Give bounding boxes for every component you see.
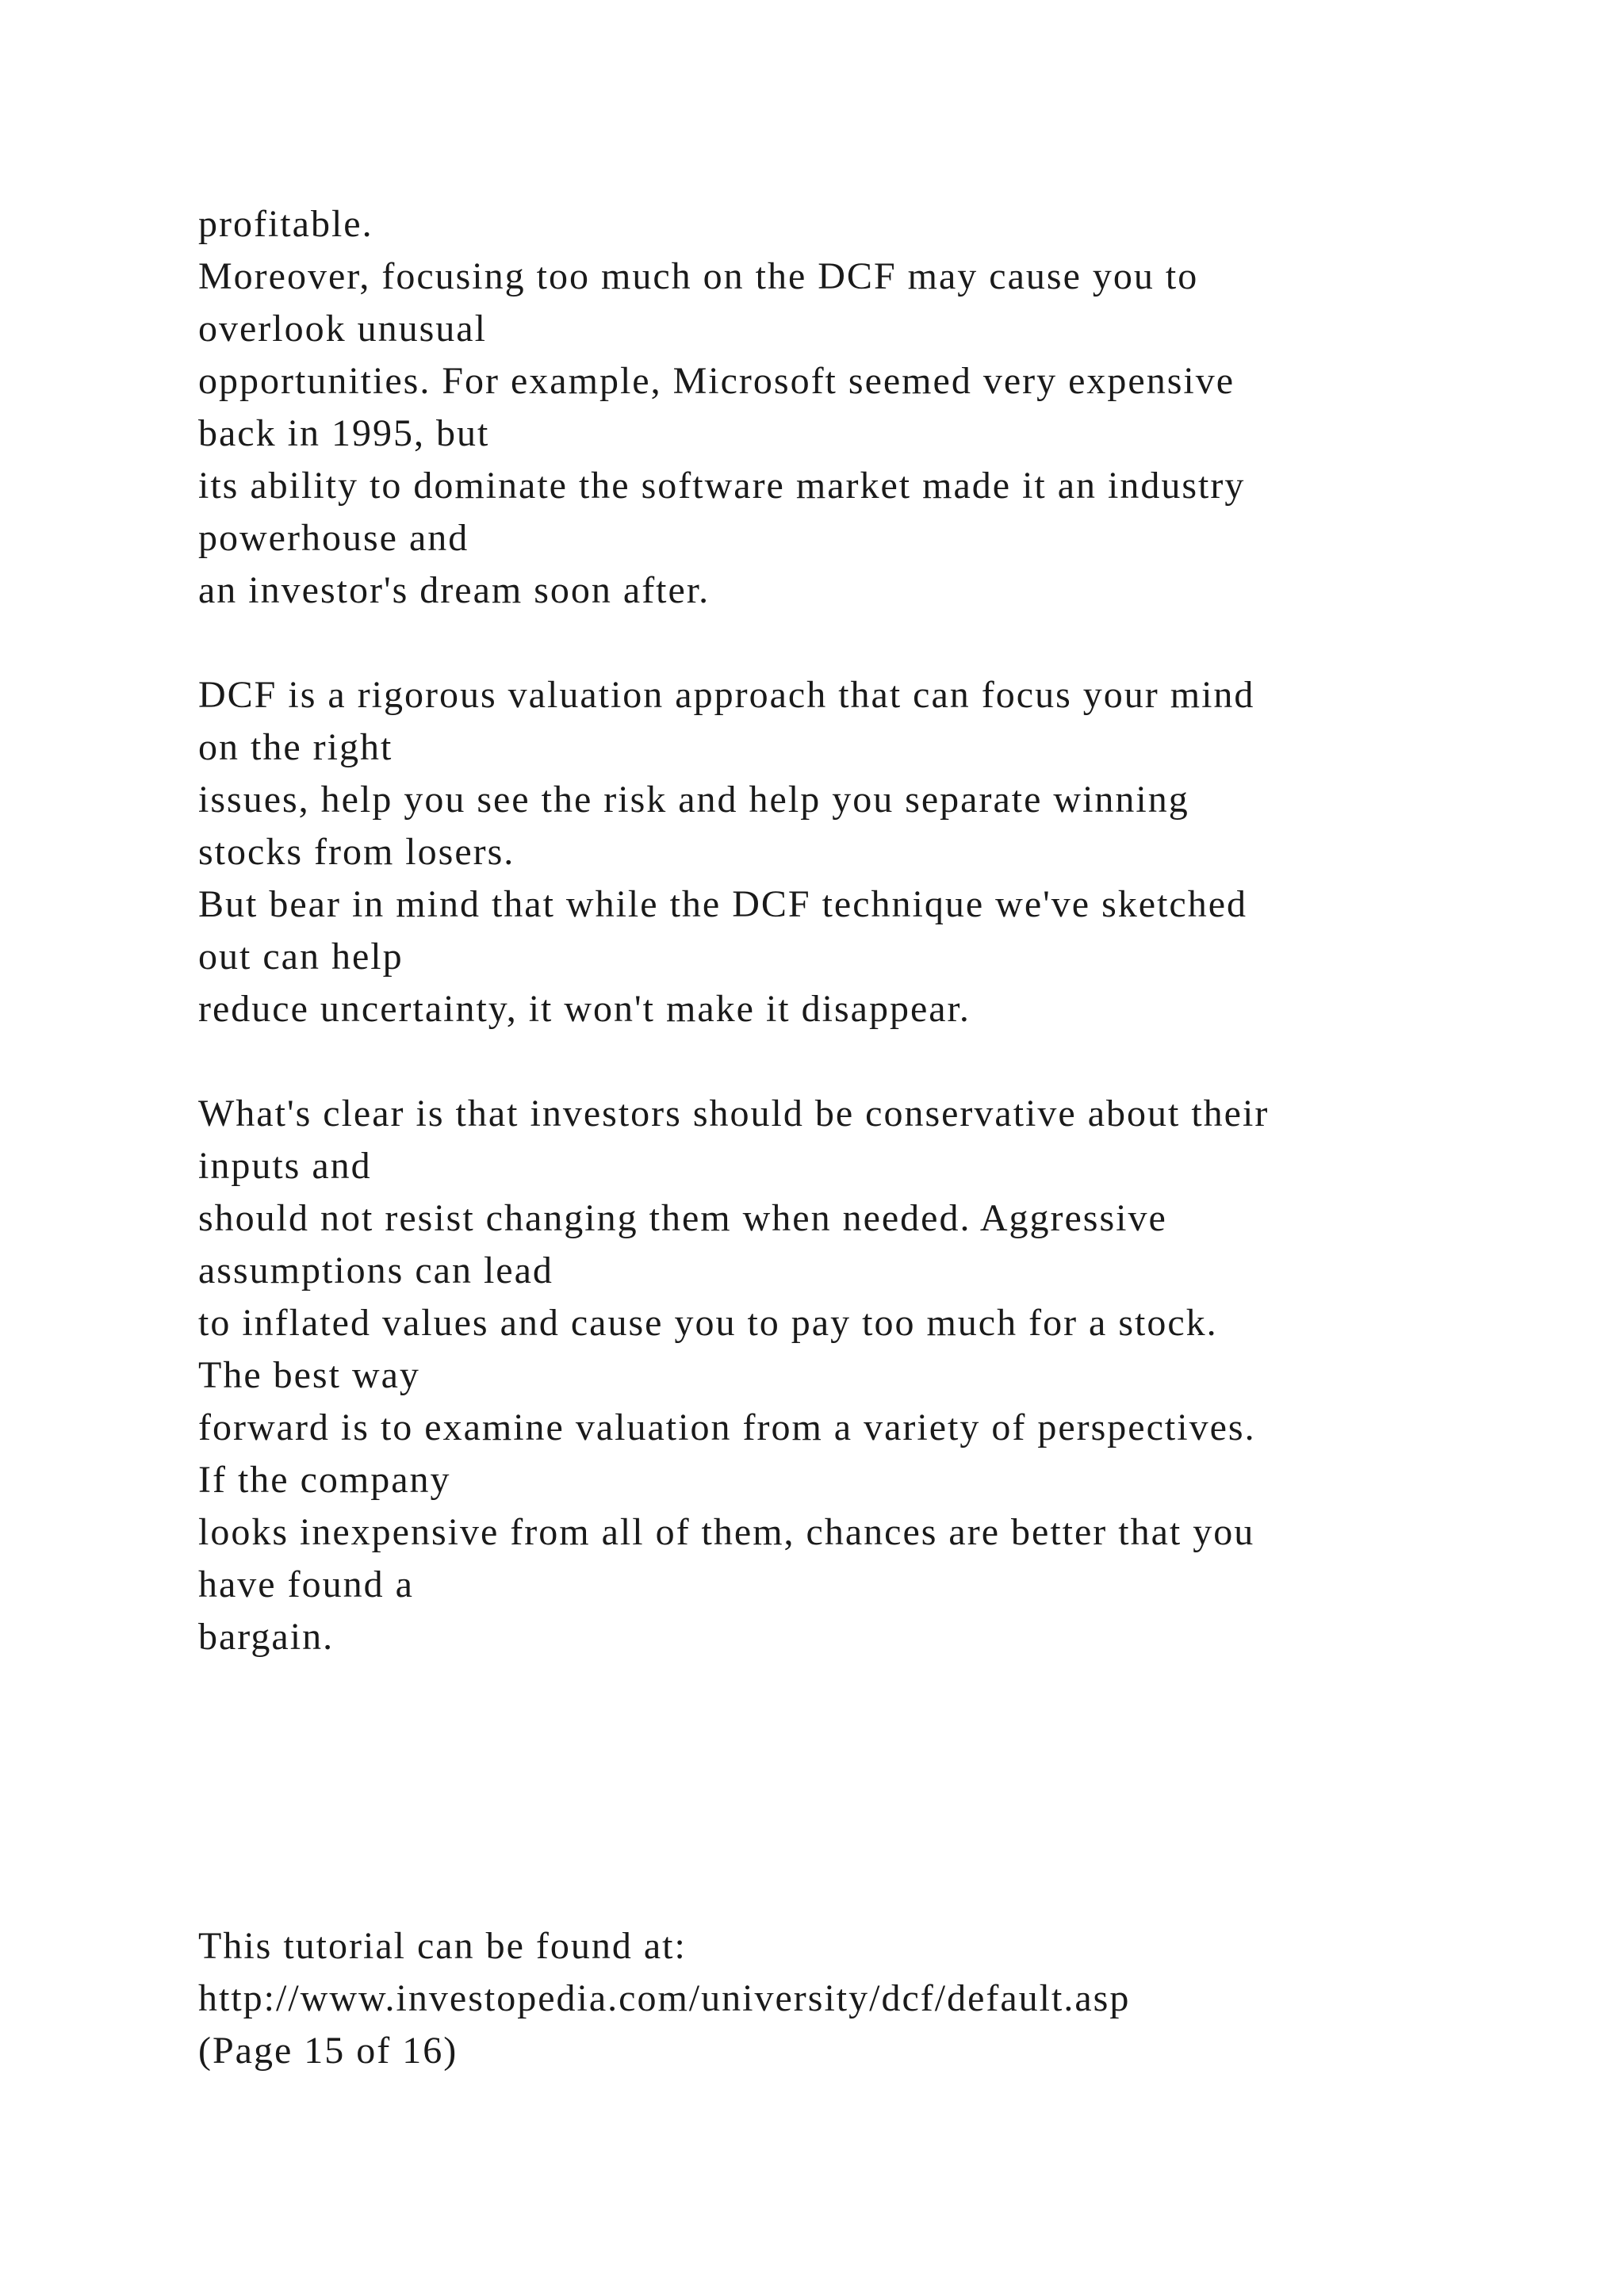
text-line: looks inexpensive from all of them, chances are better that you: [198, 1511, 1255, 1553]
text-line: If the company: [198, 1459, 451, 1501]
paragraph-break: [198, 617, 1546, 669]
text-line: What's clear is that investors should be conservative about their: [198, 1093, 1270, 1135]
text-line: forward is to examine valuation from a variety of perspectives.: [198, 1406, 1256, 1448]
text-line: on the right: [198, 726, 393, 768]
text-line: powerhouse and: [198, 517, 469, 559]
text-line: to inflated values and cause you to pay too much for a stock.: [198, 1302, 1218, 1344]
text-line: should not resist changing them when needed. Aggressive: [198, 1197, 1167, 1239]
text-line: Moreover, focusing too much on the DCF may cause you to: [198, 255, 1199, 297]
text-line: out can help: [198, 936, 404, 978]
source-url: http://www.investopedia.com/university/dcf/default.asp: [198, 1977, 1131, 2019]
text-line: have found a: [198, 1563, 414, 1605]
text-line: its ability to dominate the software market made it an industry: [198, 465, 1246, 507]
text-line: overlook unusual: [198, 308, 487, 350]
paragraph-break: [198, 1035, 1546, 1088]
source-label: This tutorial can be found at:: [198, 1925, 687, 1967]
text-line: stocks from losers.: [198, 831, 515, 873]
text-line: The best way: [198, 1354, 420, 1396]
text-line: DCF is a rigorous valuation approach that can focus your mind: [198, 674, 1255, 716]
page-info: (Page 15 of 16): [198, 2030, 458, 2072]
text-line: But bear in mind that while the DCF technique we've sketched: [198, 883, 1248, 925]
text-line: opportunities. For example, Microsoft seemed very expensive: [198, 360, 1235, 402]
text-line: an investor's dream soon after.: [198, 569, 710, 611]
text-line: assumptions can lead: [198, 1249, 553, 1292]
text-line: issues, help you see the risk and help you separate winning: [198, 779, 1189, 821]
text-line: profitable.: [198, 203, 373, 245]
text-line: back in 1995, but: [198, 412, 490, 454]
body-text: [198, 198, 1546, 1663]
text-line: bargain.: [198, 1616, 335, 1658]
text-line: inputs and: [198, 1145, 372, 1187]
text-line: reduce uncertainty, it won't make it disappear.: [198, 988, 971, 1030]
source-footer: [198, 1920, 1546, 2077]
